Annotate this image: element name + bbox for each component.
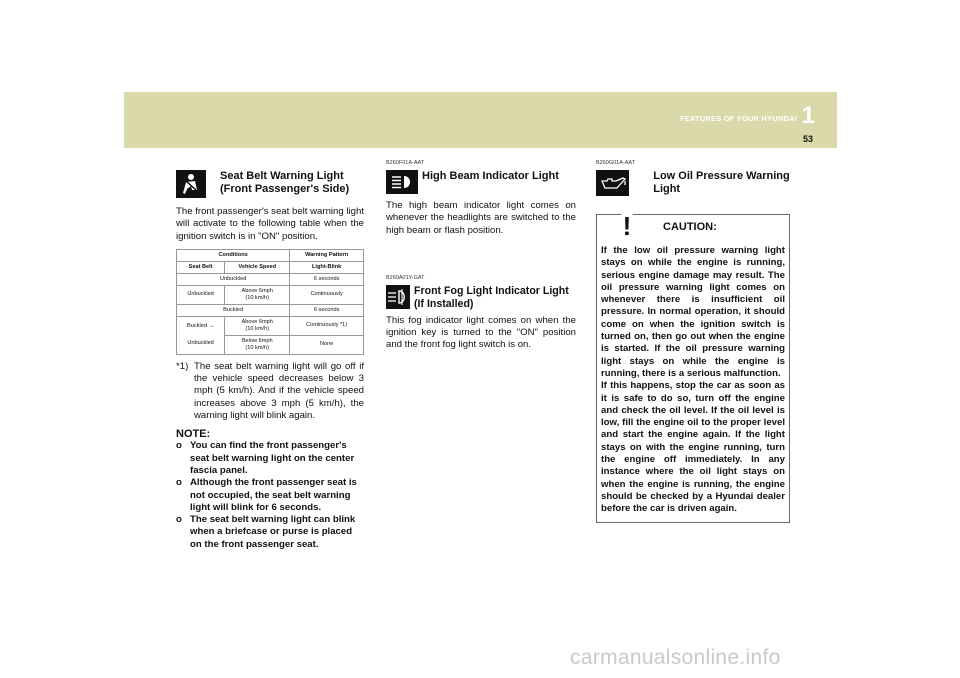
table-header-lightblink: Light-Blink [290,261,364,273]
footnote-text: The seat belt warning light will go off if the vehicle speed decreases below 3 mph (5 km/h). And if the vehicle speed increases above 3 mph (5 km/h), the warning light will blink again. [194,360,364,422]
section-code: B260F01A-AAT [386,160,425,166]
table-header-speed: Vehicle Speed [225,261,290,273]
oil-can-icon [596,170,629,196]
table-cell: Unbuckled [177,273,290,285]
table-cell: Continuously [290,285,364,304]
list-item: o The seat belt warning light can blink when a briefcase or purse is placed on the front passenger seat. [176,514,356,550]
table-cell: Continuously *1) [290,316,364,335]
table-header-warning: Warning Pattern [290,249,364,261]
chapter-number: 1 [801,102,815,129]
caution-paragraph: If the low oil pressure warning light stays on while the engine is running, serious engine damage may result. The oil pressure warning light comes on whenever there is insufficient oil pressure. In normal operation, it should come on when the ignition switch is turned on, then go out when the engine is started. If the oil pressure warning light stays on while the engine is running, there is a serious malfunction. [601,245,785,379]
section-code: B260A01Y-GAT [386,274,425,281]
caution-title: CAUTION: [663,221,717,233]
table-header-conditions: Conditions [177,249,290,261]
note-list [176,440,364,551]
oil-pressure-section [596,160,790,523]
table-row [177,285,364,304]
list-item: o Although the front passenger seat is not occupied, the seat belt warning light will blink for 6 seconds. [176,477,357,513]
section-title: FEATURES OF YOUR HYUNDAI [679,114,797,123]
section-code: B260G01A-AAT [596,160,636,166]
page-number: 53 [802,134,813,144]
front-fog-light-icon [386,285,410,309]
table-cell: Buckled [177,304,290,316]
table-cell: 6 seconds [290,304,364,316]
seatbelt-heading: Seat Belt Warning Light (Front Passenger's Side) [220,170,350,195]
footnote-mark: *1) [176,360,189,372]
indicator-section [386,160,576,352]
table-cell: Above 6mph (10 km/h) [225,285,290,304]
table-cell: 6 seconds [290,273,364,285]
table-header-seatbelt: Seat Belt [177,261,225,273]
table-row [177,304,364,316]
caution-paragraph: If this happens, stop the car as soon as it is safe to do so, turn off the engine and check the oil level. If the oil level is low, fill the engine oil to the proper level and start the engine again. If the light stays on with the engine running, turn the engine off immediately. In any instance where the oil light stays on when the engine is running, the engine should be checked by a Hyundai dealer before the car is driven again. [601,380,785,515]
list-item: o You can find the front passenger's seat belt warning light on the center fascia panel. [176,440,355,476]
seatbelt-conditions-table [176,249,364,355]
table-cell: None [290,335,364,354]
caution-box [596,211,790,523]
table-cell: Above 6mph (10 km/h) [225,316,290,335]
table-row [177,273,364,285]
table-cell: Buckled → Unbuckled [177,316,225,354]
note-title: NOTE: [176,428,211,441]
table-cell: Below 6mph (10 km/h) [225,335,290,354]
seatbelt-footnote [176,361,364,422]
seatbelt-section [176,160,364,551]
high-beam-heading: High Beam Indicator Light [422,170,559,182]
fog-light-heading: Front Fog Light Indicator Light (If Installed) [414,284,569,310]
seatbelt-icon [176,170,206,198]
table-row [177,316,364,335]
seatbelt-intro: The front passenger's seat belt warning light will activate to the following table when the ignition switch is in "ON" position. [176,206,364,242]
svg-text:!: ! [622,211,632,241]
oil-pressure-heading: Low Oil Pressure Warning Light [653,170,790,195]
watermark: carmanualsonline.info [570,646,781,669]
warning-triangle-icon [607,203,647,241]
table-cell: Unbuckled [177,285,225,304]
fog-light-text: This fog indicator light comes on when the ignition key is turned to the "ON" position and the front fog light switch is on. [386,314,576,351]
header-band [124,92,837,148]
high-beam-text: The high beam indicator light comes on whenever the headlights are switched to the high beam or flash position. [386,200,576,236]
high-beam-icon [386,170,418,194]
